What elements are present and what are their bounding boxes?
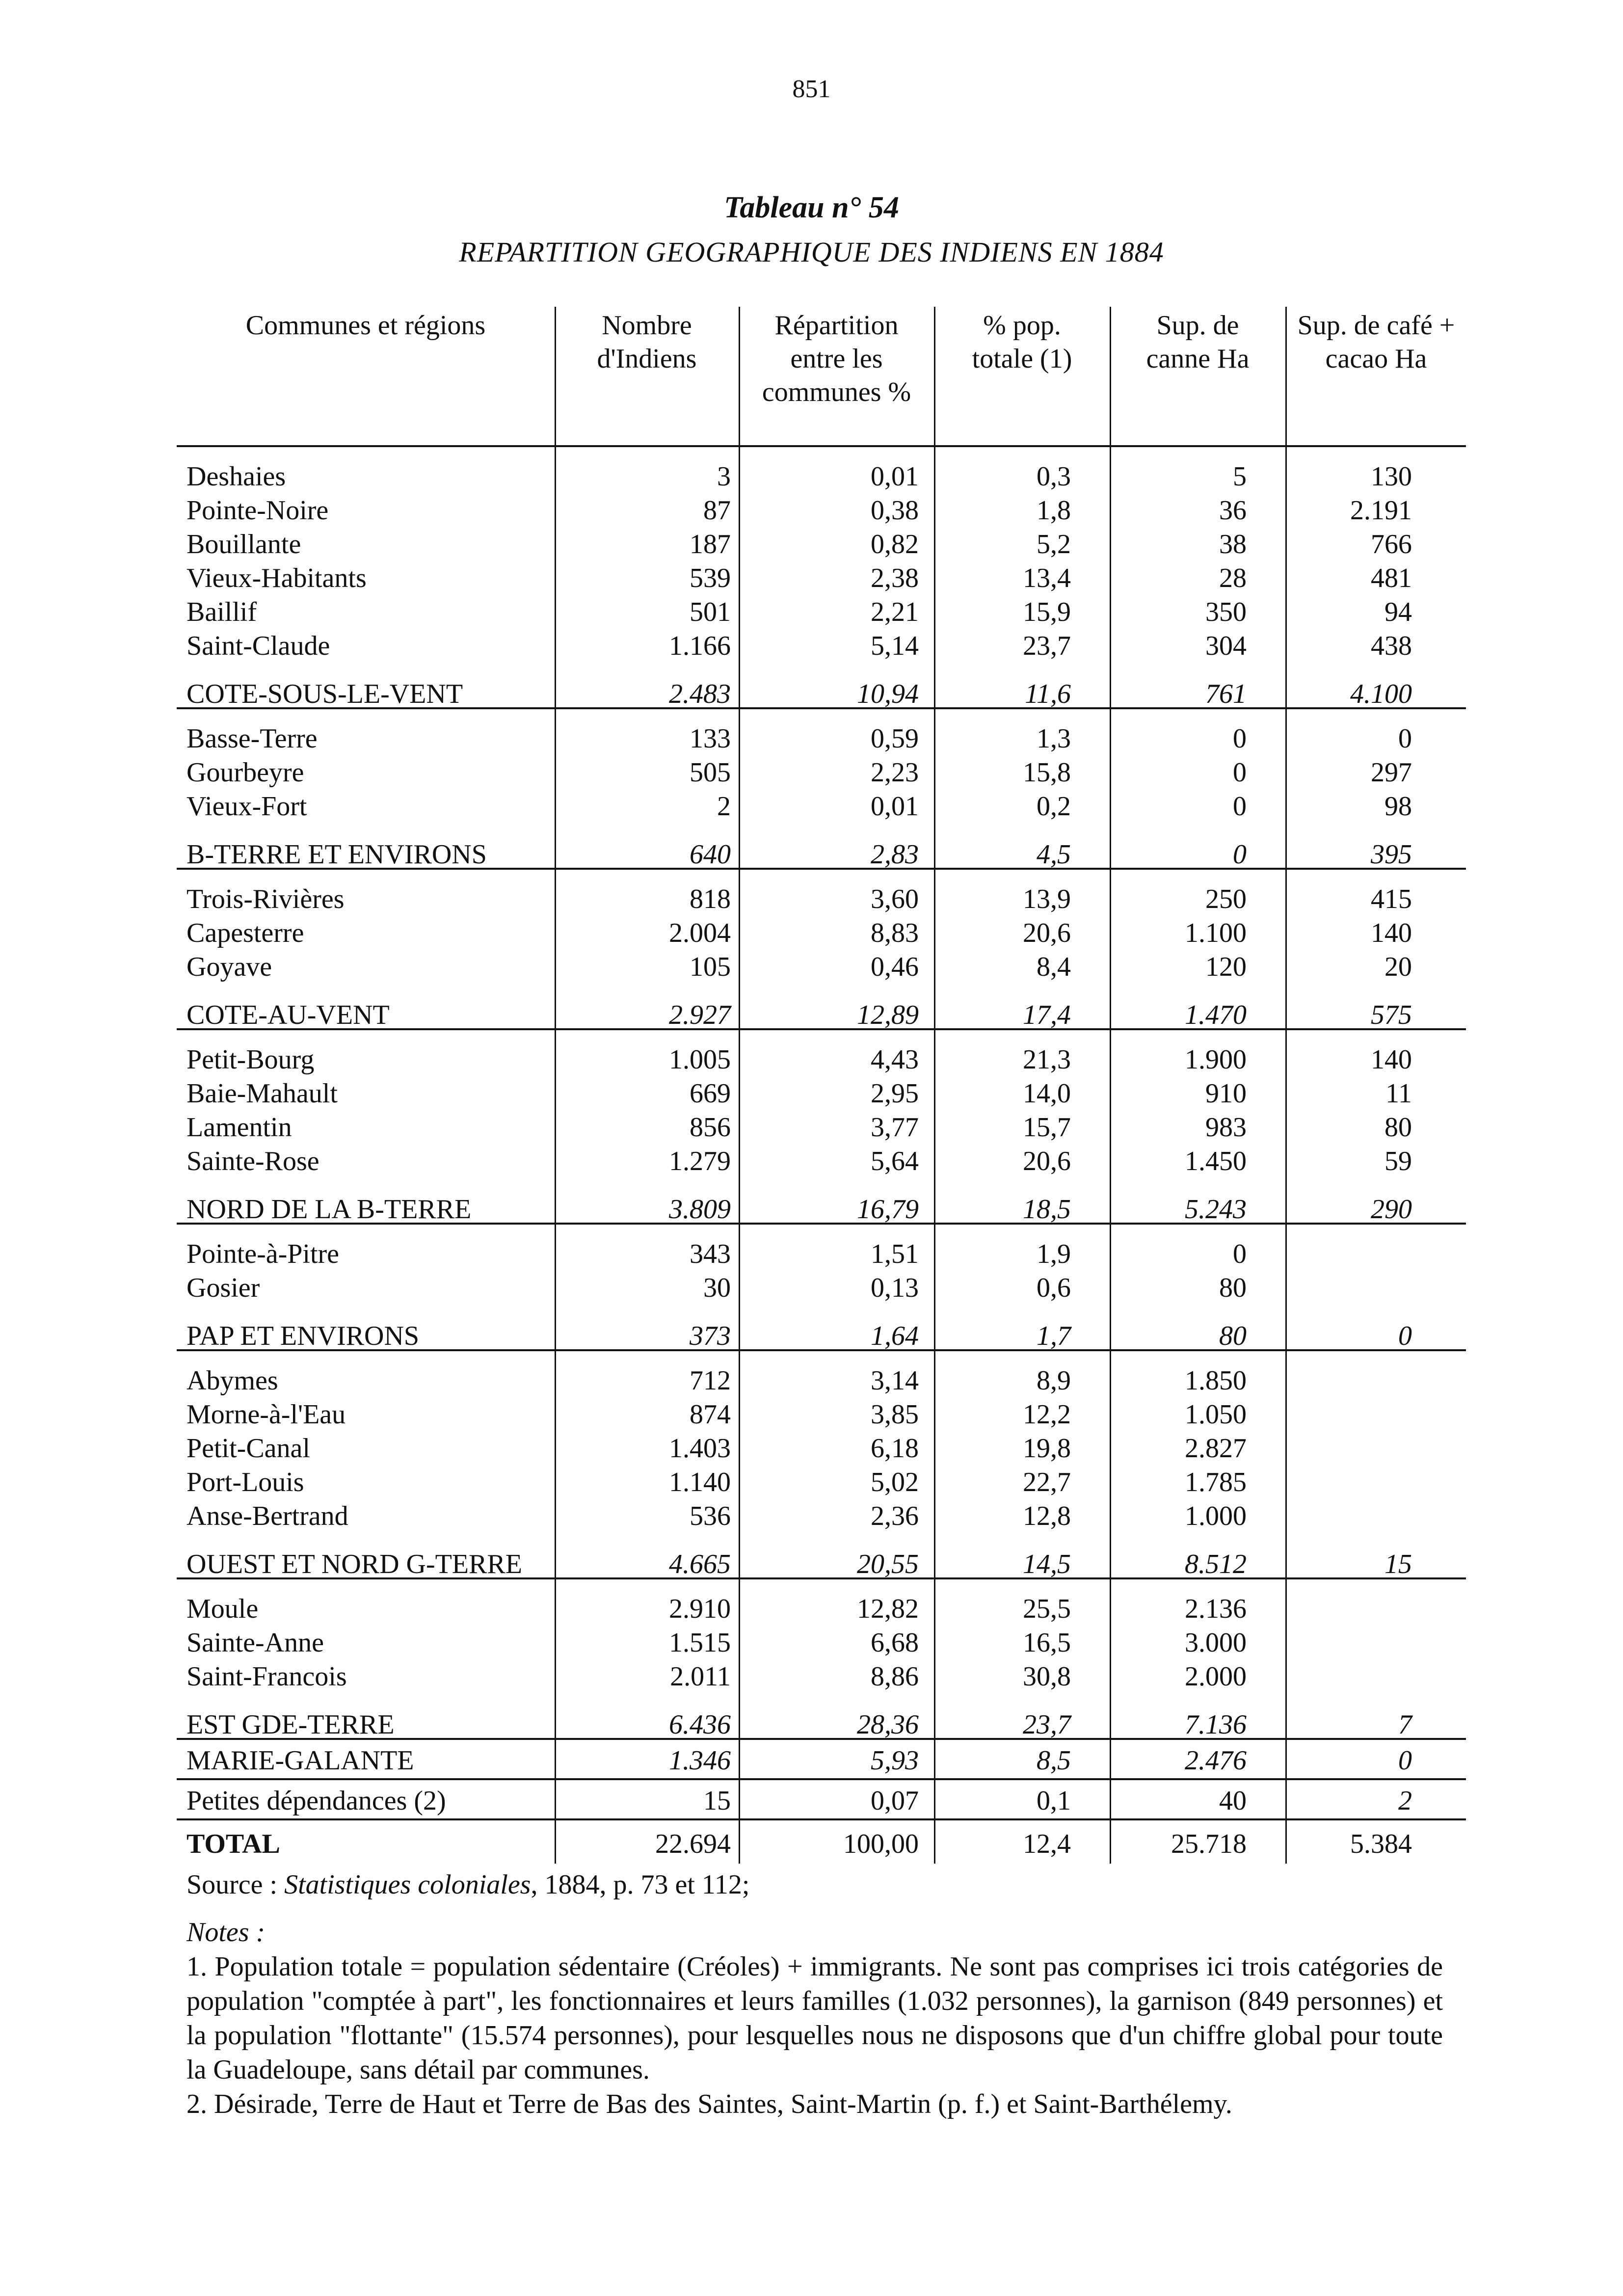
header-sup-cafe: Sup. de café + cacao Ha [1297, 310, 1455, 374]
region-group [177, 1579, 1466, 1740]
cell-repartition: 3,60 [871, 884, 919, 914]
cell-pop: 12,2 [1023, 1399, 1071, 1430]
region-group [177, 1030, 1466, 1225]
cell-nombre: 712 [690, 1365, 731, 1396]
cell-pop: 8,4 [1037, 952, 1071, 982]
column-divider [555, 307, 556, 1864]
cell-repartition: 10,94 [857, 679, 919, 709]
cell-pop: 1,7 [1037, 1321, 1071, 1351]
cell-canne: 1.785 [1185, 1467, 1247, 1497]
cell-repartition: 2,38 [871, 563, 919, 593]
table-row [177, 756, 1466, 790]
cell-name: OUEST ET NORD G-TERRE [186, 1549, 522, 1579]
cell-pop: 19,8 [1023, 1433, 1071, 1464]
cell-pop: 8,9 [1037, 1365, 1071, 1396]
cell-canne: 36 [1219, 495, 1247, 526]
cell-pop: 13,9 [1023, 884, 1071, 914]
cell-name: Morne-à-l'Eau [186, 1399, 346, 1430]
note-2: 2. Désirade, Terre de Haut et Terre de Bas des Saintes, Saint-Martin (p. f.) et Saint-Barthélemy. [186, 2089, 1232, 2119]
cell-pop: 1,8 [1037, 495, 1071, 526]
table-row [177, 790, 1466, 824]
cell-nombre: 343 [690, 1239, 731, 1269]
table-row [177, 1077, 1466, 1111]
cell-cafe: 5.384 [1350, 1829, 1412, 1859]
table-row [177, 1398, 1466, 1432]
cell-pop: 12,8 [1023, 1501, 1071, 1531]
cell-canne: 5 [1233, 461, 1247, 492]
cell-nombre: 30 [703, 1273, 731, 1303]
cell-repartition: 0,01 [871, 791, 919, 822]
cell-canne: 80 [1219, 1273, 1247, 1303]
cell-nombre: 2.011 [670, 1661, 731, 1692]
cell-cafe: 290 [1371, 1194, 1412, 1225]
cell-repartition: 4,43 [871, 1044, 919, 1075]
cell-repartition: 12,89 [857, 1000, 919, 1030]
cell-nombre: 1.403 [669, 1433, 731, 1464]
cell-canne: 7.136 [1185, 1709, 1247, 1740]
cell-nombre: 3 [717, 461, 731, 492]
cell-repartition: 20,55 [857, 1549, 919, 1579]
cell-cafe: 438 [1371, 631, 1412, 661]
cell-canne: 350 [1205, 597, 1247, 627]
cell-name: EST GDE-TERRE [186, 1709, 395, 1740]
cell-repartition: 5,14 [871, 631, 919, 661]
cell-nombre: 1.140 [669, 1467, 731, 1497]
cell-canne: 304 [1205, 631, 1247, 661]
subtotal-row [177, 1187, 1466, 1223]
cell-pop: 8,5 [1037, 1745, 1071, 1776]
table-row [177, 494, 1466, 528]
cell-pop: 14,5 [1023, 1549, 1071, 1579]
table-row [177, 1271, 1466, 1305]
cell-repartition: 0,59 [871, 723, 919, 754]
notes-label: Notes : [186, 1917, 266, 1948]
cell-pop: 0,2 [1037, 791, 1071, 822]
cell-cafe: 0 [1398, 1321, 1412, 1351]
region-group [177, 1740, 1466, 1780]
cell-canne: 983 [1205, 1112, 1247, 1143]
cell-name: Trois-Rivières [186, 884, 345, 914]
region-group [177, 1780, 1466, 1820]
source-prefix: Source : [186, 1869, 285, 1900]
region-group [177, 1225, 1466, 1351]
cell-pop: 15,8 [1023, 757, 1071, 788]
table-row [177, 1145, 1466, 1178]
cell-cafe: 395 [1371, 839, 1412, 870]
cell-name: Petit-Canal [186, 1433, 310, 1464]
cell-pop: 22,7 [1023, 1467, 1071, 1497]
cell-name: Capesterre [186, 918, 304, 948]
cell-cafe: 481 [1371, 563, 1412, 593]
cell-canne: 1.900 [1185, 1044, 1247, 1075]
cell-repartition: 0,13 [871, 1273, 919, 1303]
cell-repartition: 1,51 [871, 1239, 919, 1269]
table-row [177, 595, 1466, 629]
cell-canne: 0 [1233, 723, 1247, 754]
region-group [177, 870, 1466, 1030]
cell-repartition: 5,64 [871, 1146, 919, 1176]
column-divider [934, 307, 935, 1864]
cell-cafe: 20 [1384, 952, 1412, 982]
cell-repartition: 2,21 [871, 597, 919, 627]
cell-canne: 1.470 [1185, 1000, 1247, 1030]
cell-repartition: 3,14 [871, 1365, 919, 1396]
cell-nombre: 4.665 [669, 1549, 731, 1579]
region-group [177, 1351, 1466, 1579]
cell-canne: 120 [1205, 952, 1247, 982]
column-divider [1285, 307, 1287, 1864]
table-body [177, 447, 1466, 1864]
table-row [177, 722, 1466, 756]
table-row [177, 1466, 1466, 1499]
table-row [177, 1592, 1466, 1626]
cell-canne: 910 [1205, 1078, 1247, 1109]
cell-name: Vieux-Fort [186, 791, 307, 822]
cell-repartition: 16,79 [857, 1194, 919, 1225]
cell-repartition: 3,85 [871, 1399, 919, 1430]
cell-pop: 12,4 [1023, 1829, 1071, 1859]
table-subtitle: REPARTITION GEOGRAPHIQUE DES INDIENS EN 1884 [459, 236, 1164, 268]
cell-nombre: 1.515 [669, 1628, 731, 1658]
cell-cafe: 0 [1398, 723, 1412, 754]
cell-pop: 15,9 [1023, 597, 1071, 627]
cell-repartition: 6,18 [871, 1433, 919, 1464]
cell-canne: 2.476 [1185, 1745, 1247, 1776]
cell-repartition: 3,77 [871, 1112, 919, 1143]
cell-name: TOTAL [186, 1829, 280, 1859]
column-divider [739, 307, 740, 1864]
cell-nombre: 1.005 [669, 1044, 731, 1075]
cell-name: COTE-SOUS-LE-VENT [186, 679, 463, 709]
cell-canne: 25.718 [1171, 1829, 1247, 1859]
cell-pop: 16,5 [1023, 1628, 1071, 1658]
cell-pop: 23,7 [1023, 1709, 1071, 1740]
cell-pop: 18,5 [1023, 1194, 1071, 1225]
cell-name: Baie-Mahault [186, 1078, 338, 1109]
table-row [177, 1660, 1466, 1694]
cell-name: Gosier [186, 1273, 260, 1303]
cell-canne: 0 [1233, 1239, 1247, 1269]
cell-name: Goyave [186, 952, 272, 982]
cell-name: MARIE-GALANTE [186, 1745, 414, 1776]
cell-canne: 2.827 [1185, 1433, 1247, 1464]
cell-nombre: 105 [690, 952, 731, 982]
cell-nombre: 133 [690, 723, 731, 754]
cell-pop: 14,0 [1023, 1078, 1071, 1109]
subtotal-row [177, 1703, 1466, 1738]
cell-cafe: 0 [1398, 1745, 1412, 1776]
cell-canne: 80 [1219, 1321, 1247, 1351]
cell-name: Pointe-à-Pitre [186, 1239, 340, 1269]
cell-name: Saint-Claude [186, 631, 330, 661]
cell-name: Pointe-Noire [186, 495, 329, 526]
table-row [177, 1237, 1466, 1271]
cell-name: Gourbeyre [186, 757, 304, 788]
cell-canne: 761 [1205, 679, 1247, 709]
cell-canne: 2.000 [1185, 1661, 1247, 1692]
header-pop-totale: % pop. totale (1) [972, 310, 1072, 374]
cell-name: Saint-Francois [186, 1661, 347, 1692]
cell-pop: 4,5 [1037, 839, 1071, 870]
cell-repartition: 12,82 [857, 1594, 919, 1624]
cell-canne: 5.243 [1185, 1194, 1247, 1225]
cell-repartition: 0,01 [871, 461, 919, 492]
cell-nombre: 187 [690, 529, 731, 560]
cell-repartition: 6,68 [871, 1628, 919, 1658]
cell-cafe: 15 [1384, 1549, 1412, 1579]
cell-repartition: 0,38 [871, 495, 919, 526]
cell-nombre: 1.166 [669, 631, 731, 661]
cell-nombre: 536 [690, 1501, 731, 1531]
table-row [177, 1364, 1466, 1398]
cell-repartition: 2,95 [871, 1078, 919, 1109]
cell-name: Petit-Bourg [186, 1044, 315, 1075]
cell-nombre: 669 [690, 1078, 731, 1109]
cell-canne: 0 [1233, 791, 1247, 822]
cell-name: Sainte-Anne [186, 1628, 324, 1658]
cell-nombre: 1.346 [669, 1745, 731, 1776]
cell-repartition: 5,02 [871, 1467, 919, 1497]
cell-pop: 17,4 [1023, 1000, 1071, 1030]
cell-nombre: 2.004 [669, 918, 731, 948]
cell-pop: 1,9 [1037, 1239, 1071, 1269]
cell-nombre: 856 [690, 1112, 731, 1143]
cell-name: B-TERRE ET ENVIRONS [186, 839, 487, 870]
cell-cafe: 575 [1371, 1000, 1412, 1030]
cell-cafe: 59 [1384, 1146, 1412, 1176]
cell-cafe: 98 [1384, 791, 1412, 822]
table-row [177, 1432, 1466, 1466]
table-row [177, 882, 1466, 916]
cell-canne: 250 [1205, 884, 1247, 914]
cell-cafe: 2 [1398, 1786, 1412, 1816]
cell-canne: 1.850 [1185, 1365, 1247, 1396]
cell-canne: 2.136 [1185, 1594, 1247, 1624]
cell-pop: 1,3 [1037, 723, 1071, 754]
cell-pop: 5,2 [1037, 529, 1071, 560]
cell-repartition: 2,83 [871, 839, 919, 870]
data-table [177, 307, 1466, 1864]
cell-repartition: 0,82 [871, 529, 919, 560]
cell-name: Vieux-Habitants [186, 563, 367, 593]
cell-pop: 11,6 [1025, 679, 1071, 709]
cell-canne: 3.000 [1185, 1628, 1247, 1658]
cell-name: NORD DE LA B-TERRE [186, 1194, 472, 1225]
cell-nombre: 501 [690, 597, 731, 627]
cell-repartition: 28,36 [857, 1709, 919, 1740]
cell-cafe: 7 [1398, 1709, 1412, 1740]
subtotal-row [177, 672, 1466, 707]
header-repartition: Répartition entre les communes % [762, 310, 911, 407]
cell-canne: 0 [1233, 757, 1247, 788]
subtotal-row [177, 832, 1466, 868]
table-row [177, 1043, 1466, 1077]
cell-cafe: 140 [1371, 918, 1412, 948]
cell-pop: 0,6 [1037, 1273, 1071, 1303]
table-row [177, 629, 1466, 663]
header-communes: Communes et régions [245, 310, 486, 341]
source-note [186, 1869, 749, 1900]
cell-name: Bouillante [186, 529, 301, 560]
cell-cafe: 4.100 [1350, 679, 1412, 709]
cell-repartition: 8,83 [871, 918, 919, 948]
cell-nombre: 2.483 [669, 679, 731, 709]
cell-canne: 8.512 [1185, 1549, 1247, 1579]
table-row [177, 1626, 1466, 1660]
cell-canne: 0 [1233, 839, 1247, 870]
cell-canne: 1.000 [1185, 1501, 1247, 1531]
cell-nombre: 2.910 [669, 1594, 731, 1624]
table-row [177, 950, 1466, 984]
table-title: Tableau n° 54 [724, 191, 899, 224]
header-nombre: Nombre d'Indiens [597, 310, 697, 374]
cell-name: PAP ET ENVIRONS [186, 1321, 420, 1351]
cell-name: Petites dépendances (2) [186, 1786, 446, 1816]
cell-pop: 23,7 [1023, 631, 1071, 661]
cell-nombre: 640 [690, 839, 731, 870]
cell-repartition: 0,07 [871, 1786, 919, 1816]
note-1: 1. Population totale = population sédentaire (Créoles) + immigrants. Ne sont pas comprises ici trois catégories de population "comptée à part", les fonctionnaires et leurs familles (1.032 personnes), la garnison (849 personnes) et la population "flottante" (15.574 personnes), pour lesquelles nous ne disposons que d'un chiffre global pour toute la Guadeloupe, sans détail par communes. [186, 1951, 1443, 2085]
cell-nombre: 373 [690, 1321, 731, 1351]
cell-repartition: 5,93 [871, 1745, 919, 1776]
cell-pop: 30,8 [1023, 1661, 1071, 1692]
table-row [177, 528, 1466, 561]
cell-name: Deshaies [186, 461, 286, 492]
cell-nombre: 6.436 [669, 1709, 731, 1740]
table-row [177, 916, 1466, 950]
source-suffix: , 1884, p. 73 et 112; [531, 1869, 750, 1900]
cell-name: Abymes [186, 1365, 278, 1396]
cell-pop: 25,5 [1023, 1594, 1071, 1624]
header-sup-canne: Sup. de canne Ha [1146, 310, 1250, 374]
cell-name: COTE-AU-VENT [186, 1000, 390, 1030]
cell-canne: 1.450 [1185, 1146, 1247, 1176]
cell-pop: 0,3 [1037, 461, 1071, 492]
cell-canne: 1.050 [1185, 1399, 1247, 1430]
column-divider [1110, 307, 1111, 1864]
subtotal-row [177, 1783, 1466, 1818]
subtotal-row [177, 1542, 1466, 1577]
region-group [177, 447, 1466, 709]
cell-name: Moule [186, 1594, 259, 1624]
cell-name: Sainte-Rose [186, 1146, 319, 1176]
cell-nombre: 818 [690, 884, 731, 914]
cell-pop: 20,6 [1023, 918, 1071, 948]
cell-cafe: 2.191 [1350, 495, 1412, 526]
total-row [177, 1820, 1466, 1864]
table-row [177, 1499, 1466, 1533]
table-header [177, 307, 1466, 447]
table-row [177, 561, 1466, 595]
cell-nombre: 87 [703, 495, 731, 526]
table-row [177, 1111, 1466, 1145]
cell-pop: 13,4 [1023, 563, 1071, 593]
subtotal-row [177, 993, 1466, 1028]
cell-repartition: 2,36 [871, 1501, 919, 1531]
cell-name: Lamentin [186, 1112, 292, 1143]
cell-pop: 20,6 [1023, 1146, 1071, 1176]
cell-cafe: 415 [1371, 884, 1412, 914]
table-row [177, 460, 1466, 494]
cell-name: Basse-Terre [186, 723, 318, 754]
cell-name: Anse-Bertrand [186, 1501, 348, 1531]
cell-cafe: 297 [1371, 757, 1412, 788]
cell-canne: 40 [1219, 1786, 1247, 1816]
cell-nombre: 2.927 [669, 1000, 731, 1030]
cell-name: Baillif [186, 597, 257, 627]
subtotal-row [177, 1743, 1466, 1778]
cell-nombre: 505 [690, 757, 731, 788]
cell-repartition: 1,64 [871, 1321, 919, 1351]
cell-nombre: 2 [717, 791, 731, 822]
region-group [177, 709, 1466, 870]
source-work: Statistiques coloniales [284, 1869, 531, 1900]
cell-repartition: 0,46 [871, 952, 919, 982]
page-number: 851 [792, 75, 831, 103]
cell-nombre: 1.279 [669, 1146, 731, 1176]
cell-nombre: 22.694 [655, 1829, 731, 1859]
cell-repartition: 100,00 [843, 1829, 919, 1859]
cell-canne: 1.100 [1185, 918, 1247, 948]
cell-cafe: 94 [1384, 597, 1412, 627]
cell-repartition: 8,86 [871, 1661, 919, 1692]
cell-nombre: 3.809 [669, 1194, 731, 1225]
cell-nombre: 15 [703, 1786, 731, 1816]
cell-nombre: 539 [690, 563, 731, 593]
cell-pop: 0,1 [1037, 1786, 1071, 1816]
cell-cafe: 766 [1371, 529, 1412, 560]
cell-cafe: 80 [1384, 1112, 1412, 1143]
cell-cafe: 130 [1371, 461, 1412, 492]
cell-repartition: 2,23 [871, 757, 919, 788]
cell-cafe: 140 [1371, 1044, 1412, 1075]
cell-name: Port-Louis [186, 1467, 304, 1497]
cell-pop: 15,7 [1023, 1112, 1071, 1143]
cell-pop: 21,3 [1023, 1044, 1071, 1075]
subtotal-row [177, 1314, 1466, 1349]
cell-canne: 28 [1219, 563, 1247, 593]
cell-nombre: 874 [690, 1399, 731, 1430]
cell-cafe: 11 [1385, 1078, 1412, 1109]
cell-canne: 38 [1219, 529, 1247, 560]
